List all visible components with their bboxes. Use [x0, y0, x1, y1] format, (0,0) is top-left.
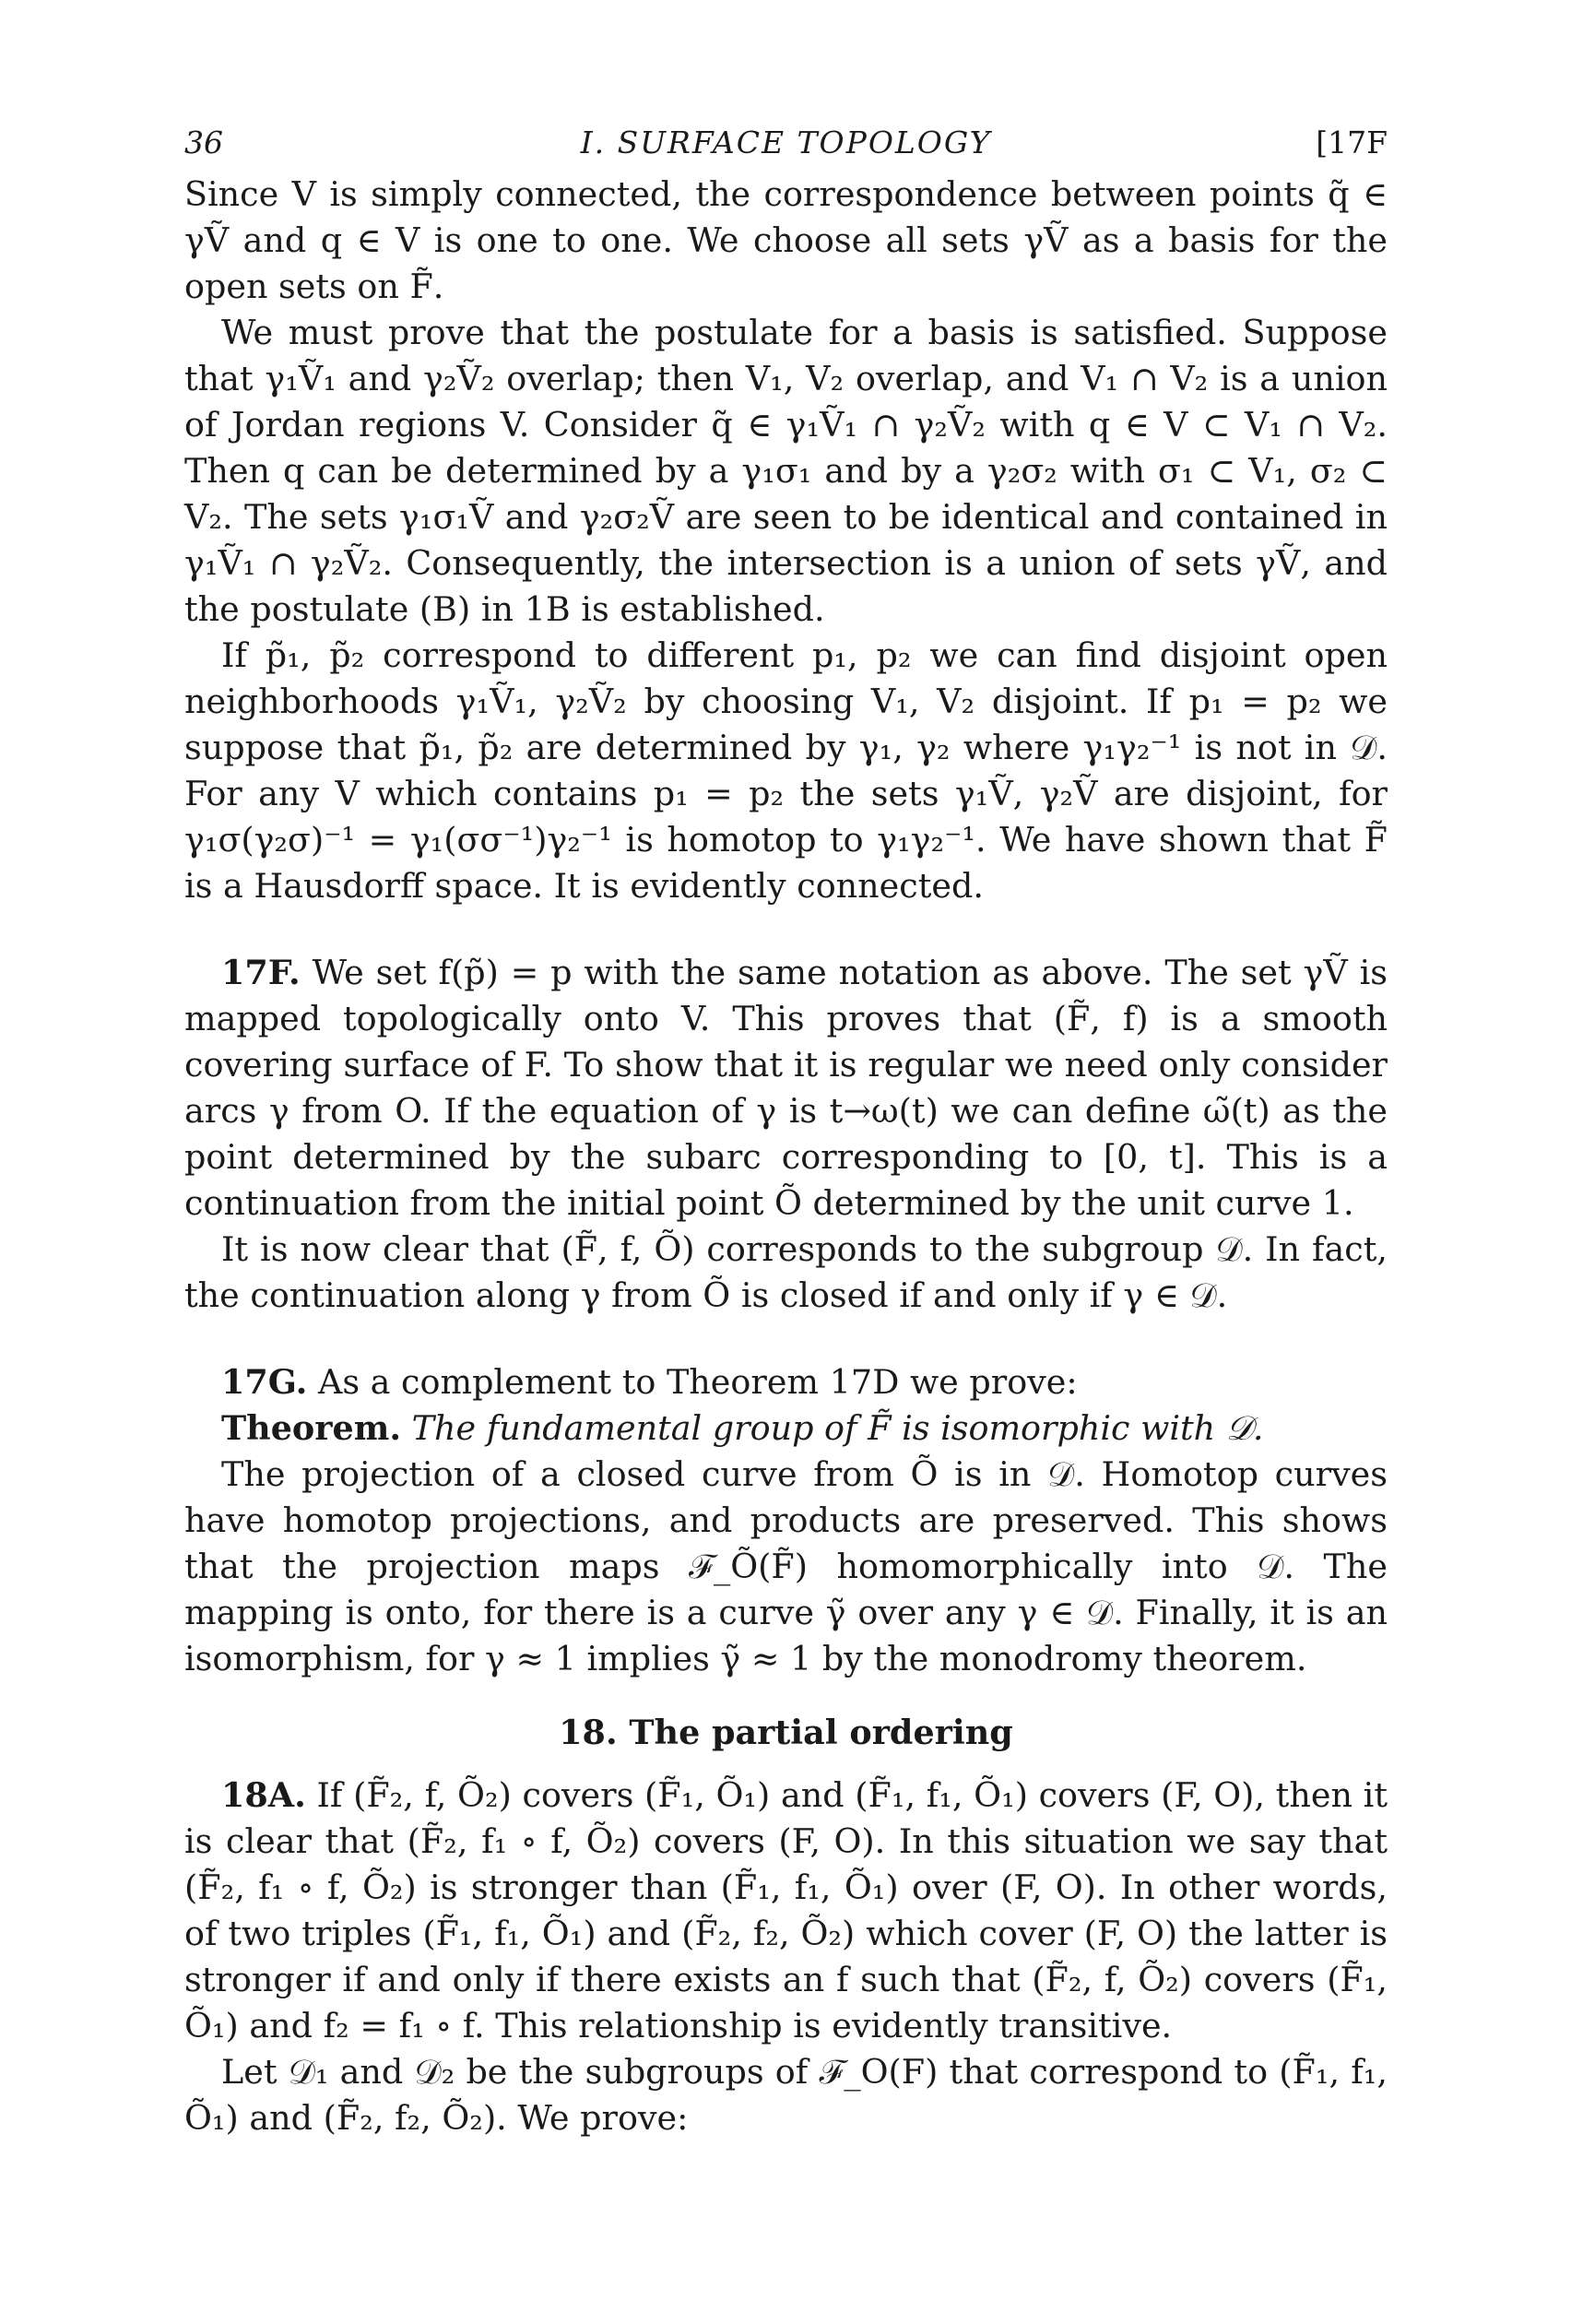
- page: [184, 120, 1388, 2141]
- paragraph-text: If (F̃₂, f, Õ₂) covers (F̃₁, Õ₁) and (F̃₁, f₁, Õ₁) covers (F, O), then it is clear that (F̃₂, f₁ ∘ f, Õ₂) covers (F, O). In this situation we say that (F̃₂, f₁ ∘ f, Õ₂) is stronger than (F̃₁, f₁, Õ₁) over (F, O). In other words, of two triples (F̃₁, f₁, Õ₁) and (F̃₂, f₂, Õ₂) which cover (F, O) the latter is stronger if and only if there exists an f such that (F̃₂, f, Õ₂) covers (F̃₁, Õ₁) and f₂ = f₁ ∘ f. This relationship is evidently transitive.: [184, 1775, 1388, 2045]
- page-number: 36: [184, 125, 223, 160]
- section-label: 18A.: [221, 1775, 306, 1815]
- theorem-label: Theorem.: [221, 1408, 402, 1448]
- paragraph-text: We set f(p̃) = p with the same notation as above. The set γṼ is mapped topologically onto V. This proves that (F̃, f) is a smooth covering surface of F. To show that it is regular we need only consider arcs γ from O. If the equation of γ is t→ω(t) we can define ω̃(t) as the point determined by the subarc corresponding to [0, t]. This is a continuation from the initial point Õ determined by the unit curve 1.: [184, 953, 1388, 1223]
- section-heading: 18. The partial ordering: [559, 1713, 1013, 1752]
- theorem-text: The fundamental group of F̃ is isomorphic with 𝒟.: [411, 1408, 1264, 1448]
- running-title: I. SURFACE TOPOLOGY: [580, 125, 992, 160]
- paragraph-17g: [184, 1359, 1388, 1405]
- section-mark: [17F: [1316, 125, 1388, 160]
- page-header: [184, 120, 1388, 172]
- section-label: 17G.: [221, 1362, 308, 1402]
- paragraph-18a: [184, 1773, 1388, 2049]
- paragraph: The projection of a closed curve from Õ is in 𝒟. Homotop curves have homotop projections, and products are preserved. This shows that the projection maps ℱ_Õ(F̃) homomorphically into 𝒟. The mapping is onto, for there is a curve γ̃ over any γ ∈ 𝒟. Finally, it is an isomorphism, for γ ≈ 1 implies γ̃ ≈ 1 by the monodromy theorem.: [184, 1454, 1388, 1678]
- paragraph: It is now clear that (F̃, f, Õ) corresponds to the subgroup 𝒟. In fact, the continuation along γ from Õ is closed if and only if γ ∈ 𝒟.: [184, 1229, 1388, 1315]
- paragraph: Since V is simply connected, the correspondence between points q̃ ∈ γṼ and q ∈ V is one to one. We choose all sets γṼ as a basis for the open sets on F̃.: [184, 174, 1388, 306]
- paragraph: Let 𝒟₁ and 𝒟₂ be the subgroups of ℱ_O(F) that correspond to (F̃₁, f₁, Õ₁) and (F̃₂, f₂, Õ₂). We prove:: [184, 2052, 1388, 2138]
- paragraph: If p̃₁, p̃₂ correspond to different p₁, p₂ we can find disjoint open neighborhoods γ₁Ṽ₁, γ₂Ṽ₂ by choosing V₁, V₂ disjoint. If p₁ = p₂ we suppose that p̃₁, p̃₂ are determined by γ₁, γ₂ where γ₁γ₂⁻¹ is not in 𝒟. For any V which contains p₁ = p₂ the sets γ₁Ṽ, γ₂Ṽ are disjoint, for γ₁σ(γ₂σ)⁻¹ = γ₁(σσ⁻¹)γ₂⁻¹ is homotop to γ₁γ₂⁻¹. We have shown that F̃ is a Hausdorff space. It is evidently connected.: [184, 635, 1388, 906]
- theorem: [184, 1405, 1388, 1452]
- paragraph-17f: [184, 950, 1388, 1227]
- section-label: 17F.: [221, 953, 301, 992]
- paragraph: We must prove that the postulate for a basis is satisfied. Suppose that γ₁Ṽ₁ and γ₂Ṽ₂ overlap; then V₁, V₂ overlap, and V₁ ∩ V₂ is a union of Jordan regions V. Consider q̃ ∈ γ₁Ṽ₁ ∩ γ₂Ṽ₂ with q ∈ V ⊂ V₁ ∩ V₂. Then q can be determined by a γ₁σ₁ and by a γ₂σ₂ with σ₁ ⊂ V₁, σ₂ ⊂ V₂. The sets γ₁σ₁Ṽ and γ₂σ₂Ṽ are seen to be identical and contained in γ₁Ṽ₁ ∩ γ₂Ṽ₂. Consequently, the intersection is a union of sets γṼ, and the postulate (B) in 1B is established.: [184, 313, 1388, 629]
- paragraph-text: As a complement to Theorem 17D we prove:: [317, 1362, 1078, 1402]
